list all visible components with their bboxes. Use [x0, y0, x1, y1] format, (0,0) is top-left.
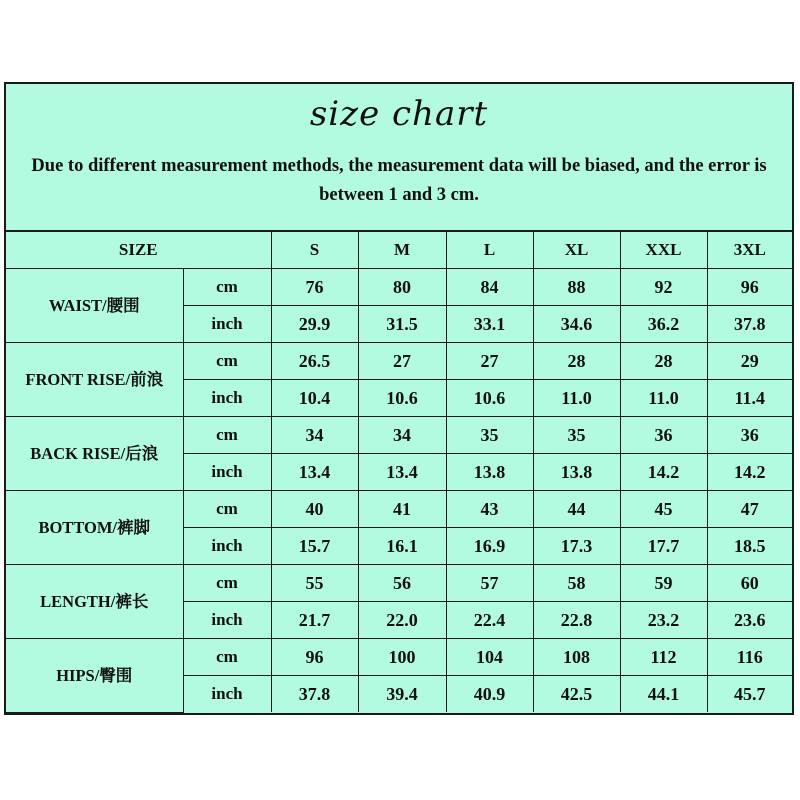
- cell-cm-s: 76: [271, 269, 358, 306]
- cell-cm-m: 80: [358, 269, 446, 306]
- cell-inch-xxl: 23.2: [620, 602, 707, 639]
- cell-cm-3xl: 47: [707, 491, 792, 528]
- cell-inch-3xl: 18.5: [707, 528, 792, 565]
- cell-cm-xl: 108: [533, 639, 620, 676]
- cell-cm-m: 41: [358, 491, 446, 528]
- cell-inch-3xl: 45.7: [707, 676, 792, 713]
- cell-inch-xl: 11.0: [533, 380, 620, 417]
- cell-inch-l: 40.9: [446, 676, 533, 713]
- cell-cm-xxl: 36: [620, 417, 707, 454]
- cell-inch-m: 10.6: [358, 380, 446, 417]
- cell-inch-l: 16.9: [446, 528, 533, 565]
- cell-cm-xxl: 45: [620, 491, 707, 528]
- unit-inch: inch: [183, 676, 271, 713]
- cell-cm-l: 43: [446, 491, 533, 528]
- measurement-label: LENGTH/裤长: [6, 565, 183, 639]
- cell-inch-l: 10.6: [446, 380, 533, 417]
- table-row: [6, 639, 792, 676]
- measurement-label: FRONT RISE/前浪: [6, 343, 183, 417]
- table-row: [6, 343, 792, 380]
- cell-cm-xl: 58: [533, 565, 620, 602]
- unit-cm: cm: [183, 417, 271, 454]
- cell-inch-xxl: 36.2: [620, 306, 707, 343]
- cell-inch-s: 13.4: [271, 454, 358, 491]
- cell-cm-xxl: 28: [620, 343, 707, 380]
- cell-cm-s: 26.5: [271, 343, 358, 380]
- cell-cm-3xl: 96: [707, 269, 792, 306]
- unit-inch: inch: [183, 380, 271, 417]
- cell-cm-xl: 44: [533, 491, 620, 528]
- size-header-label: SIZE: [6, 232, 271, 269]
- unit-inch: inch: [183, 528, 271, 565]
- cell-cm-s: 55: [271, 565, 358, 602]
- size-header-m: M: [358, 232, 446, 269]
- measurement-label: WAIST/腰围: [6, 269, 183, 343]
- cell-cm-s: 34: [271, 417, 358, 454]
- cell-inch-xl: 17.3: [533, 528, 620, 565]
- cell-cm-m: 100: [358, 639, 446, 676]
- cell-inch-s: 15.7: [271, 528, 358, 565]
- cell-cm-l: 27: [446, 343, 533, 380]
- size-header-xxl: XXL: [620, 232, 707, 269]
- size-header-xl: XL: [533, 232, 620, 269]
- cell-inch-xl: 42.5: [533, 676, 620, 713]
- unit-cm: cm: [183, 639, 271, 676]
- cell-inch-s: 10.4: [271, 380, 358, 417]
- cell-inch-xxl: 14.2: [620, 454, 707, 491]
- cell-inch-s: 21.7: [271, 602, 358, 639]
- unit-cm: cm: [183, 491, 271, 528]
- unit-inch: inch: [183, 602, 271, 639]
- cell-cm-xxl: 112: [620, 639, 707, 676]
- cell-inch-xxl: 17.7: [620, 528, 707, 565]
- size-chart: [4, 82, 794, 715]
- cell-inch-xl: 13.8: [533, 454, 620, 491]
- cell-inch-m: 39.4: [358, 676, 446, 713]
- chart-header: [6, 84, 792, 232]
- cell-inch-3xl: 11.4: [707, 380, 792, 417]
- cell-inch-s: 29.9: [271, 306, 358, 343]
- size-header-3xl: 3XL: [707, 232, 792, 269]
- cell-inch-l: 22.4: [446, 602, 533, 639]
- cell-inch-m: 22.0: [358, 602, 446, 639]
- unit-cm: cm: [183, 343, 271, 380]
- cell-cm-xl: 88: [533, 269, 620, 306]
- cell-cm-l: 84: [446, 269, 533, 306]
- cell-cm-m: 56: [358, 565, 446, 602]
- cell-inch-3xl: 14.2: [707, 454, 792, 491]
- size-header-s: S: [271, 232, 358, 269]
- chart-title: size chart: [309, 94, 489, 134]
- size-header-l: L: [446, 232, 533, 269]
- cell-cm-3xl: 60: [707, 565, 792, 602]
- cell-cm-m: 34: [358, 417, 446, 454]
- cell-inch-s: 37.8: [271, 676, 358, 713]
- unit-cm: cm: [183, 269, 271, 306]
- cell-inch-m: 16.1: [358, 528, 446, 565]
- measurement-label: BOTTOM/裤脚: [6, 491, 183, 565]
- cell-cm-l: 35: [446, 417, 533, 454]
- cell-inch-xl: 22.8: [533, 602, 620, 639]
- size-header-row: [6, 232, 792, 269]
- cell-cm-xl: 35: [533, 417, 620, 454]
- unit-inch: inch: [183, 306, 271, 343]
- table-row: [6, 269, 792, 306]
- cell-cm-3xl: 29: [707, 343, 792, 380]
- cell-inch-l: 33.1: [446, 306, 533, 343]
- cell-inch-xxl: 44.1: [620, 676, 707, 713]
- cell-cm-xxl: 59: [620, 565, 707, 602]
- cell-cm-l: 104: [446, 639, 533, 676]
- cell-inch-m: 31.5: [358, 306, 446, 343]
- cell-inch-3xl: 23.6: [707, 602, 792, 639]
- table-row: [6, 565, 792, 602]
- measurement-label: HIPS/臀围: [6, 639, 183, 713]
- table-row: [6, 417, 792, 454]
- unit-inch: inch: [183, 454, 271, 491]
- cell-cm-xxl: 92: [620, 269, 707, 306]
- cell-cm-s: 96: [271, 639, 358, 676]
- cell-inch-3xl: 37.8: [707, 306, 792, 343]
- cell-cm-s: 40: [271, 491, 358, 528]
- unit-cm: cm: [183, 565, 271, 602]
- cell-cm-m: 27: [358, 343, 446, 380]
- cell-inch-xxl: 11.0: [620, 380, 707, 417]
- cell-cm-xl: 28: [533, 343, 620, 380]
- measurement-label: BACK RISE/后浪: [6, 417, 183, 491]
- cell-inch-l: 13.8: [446, 454, 533, 491]
- cell-inch-xl: 34.6: [533, 306, 620, 343]
- cell-inch-m: 13.4: [358, 454, 446, 491]
- cell-cm-l: 57: [446, 565, 533, 602]
- size-table: [6, 232, 792, 713]
- measurement-note: Due to different measurement methods, the measurement data will be biased, and the error is between 1 and 3 cm.: [31, 156, 767, 205]
- table-row: [6, 491, 792, 528]
- cell-cm-3xl: 116: [707, 639, 792, 676]
- cell-cm-3xl: 36: [707, 417, 792, 454]
